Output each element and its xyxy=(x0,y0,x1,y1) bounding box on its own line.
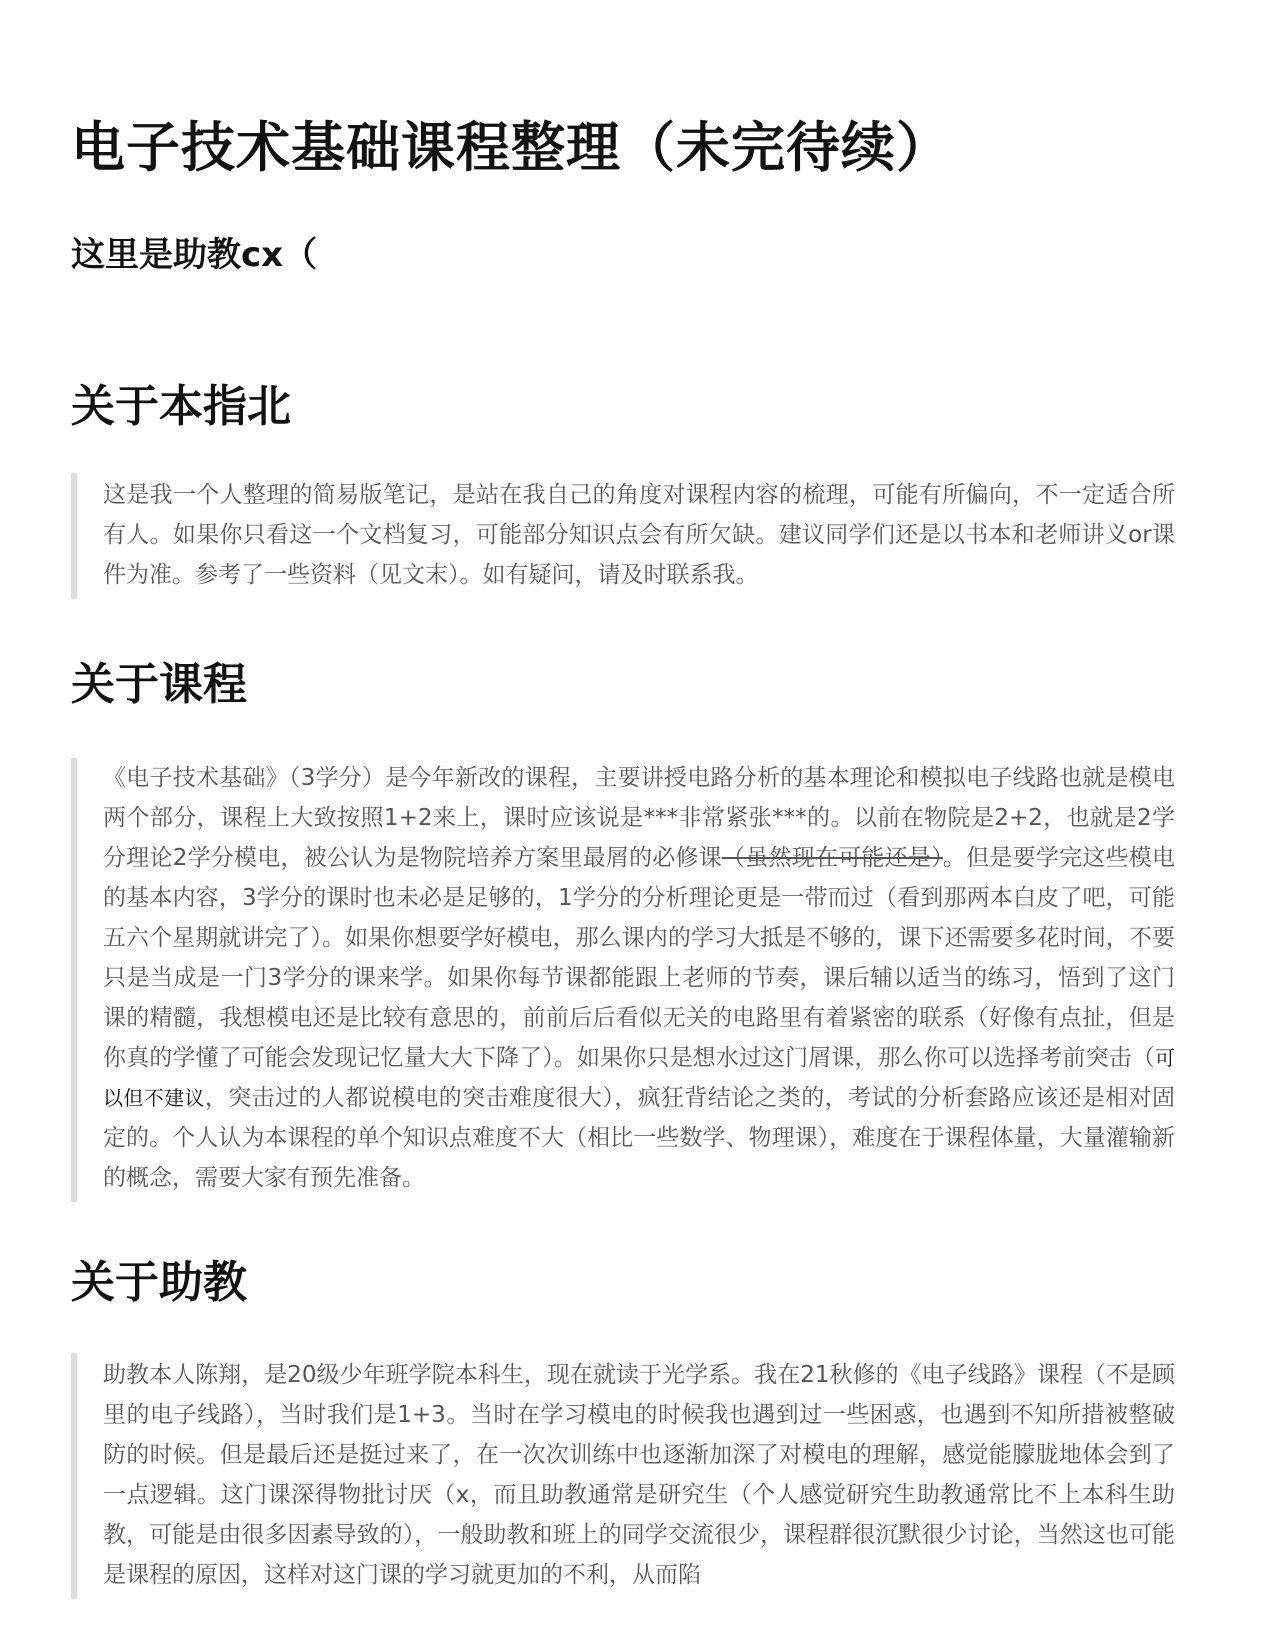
section-heading-guide: 关于本指北 xyxy=(71,381,291,432)
guide-paragraph: 这是我一个人整理的简易版笔记，是站在我自己的角度对课程内容的梳理，可能有所偏向，不一定适合所有人。如果你只看这一个文档复习，可能部分知识点会有所欠缺。建议同学们还是以书本和老师讲义or课件为准。参考了一些资料（见文末）。如有疑问，请及时联系我。 xyxy=(103,482,1175,588)
course-paragraph-part3: ，突击过的人都说模电的突击难度很大），疯狂背结论之类的，考试的分析套路应该还是相对固定的。个人认为本课程的单个知识点难度不大（相比一些数学、物理课），难度在于课程体量，大量灌输新的概念，需要大家有预先准备。 xyxy=(103,1085,1176,1191)
course-small-note: 可以但不建议 xyxy=(103,1046,1175,1110)
section-heading-course: 关于课程 xyxy=(71,659,247,710)
document-subtitle: 这里是助教cx（ xyxy=(71,235,318,275)
course-strikethrough-text: （虽然现在可能还是） xyxy=(722,845,943,871)
course-paragraph-part1: 《电子技术基础》（3学分）是今年新改的课程，主要讲授电路分析的基本理论和模拟电子线路也就是模电两个部分，课程上大致按照1+2来上，课时应该说是***非常紧张***的。以前在物院是2+2，也就是2学分理论2学分模电，被公认为是物院培养方案里最屑的必修课 xyxy=(103,765,1175,871)
section-heading-ta: 关于助教 xyxy=(71,1257,247,1308)
ta-paragraph: 助教本人陈翔，是20级少年班学院本科生，现在就读于光学系。我在21秋修的《电子线路》课程（不是顾里的电子线路），当时我们是1+3。当时在学习模电的时候我也遇到过一些困惑，也遇到不知所措被整破防的时候。但是最后还是挺过来了，在一次次训练中也逐渐加深了对模电的理解，感觉能朦胧地体会到了一点逻辑。这门课深得物批讨厌（x，而且助教通常是研究生（个人感觉研究生助教通常比不上本科生助教，可能是由很多因素导致的），一般助教和班上的同学交流很少，课程群很沉默很少讨论，当然这也可能是课程的原因，这样对这门课的学习就更加的不利，从而陷 xyxy=(103,1362,1175,1588)
document-title: 电子技术基础课程整理（未完待续） xyxy=(71,116,951,179)
course-paragraph-part2: 。但是要学完这些模电的基本内容，3学分的课时也未必是足够的，1学分的分析理论更是一带而过（看到那两本白皮了吧，可能五六个星期就讲完了）。如果你想要学好模电，那么课内的学习大抵是不够的，课下还需要多花时间，不要只是当成是一门3学分的课来学。如果你每节课都能跟上老师的节奏，课后辅以适当的练习，悟到了这门课的精髓，我想模电还是比较有意思的，前前后后看似无关的电路里有着紧密的联系（好像有点扯，但是你真的学懂了可能会发现记忆量大大下降了）。如果你只是想水过这门屑课，那么你可以选择考前突击（ xyxy=(103,845,1176,1071)
ta-blockquote xyxy=(71,1353,1175,1599)
guide-blockquote xyxy=(71,473,1175,599)
course-blockquote xyxy=(71,758,1175,1202)
